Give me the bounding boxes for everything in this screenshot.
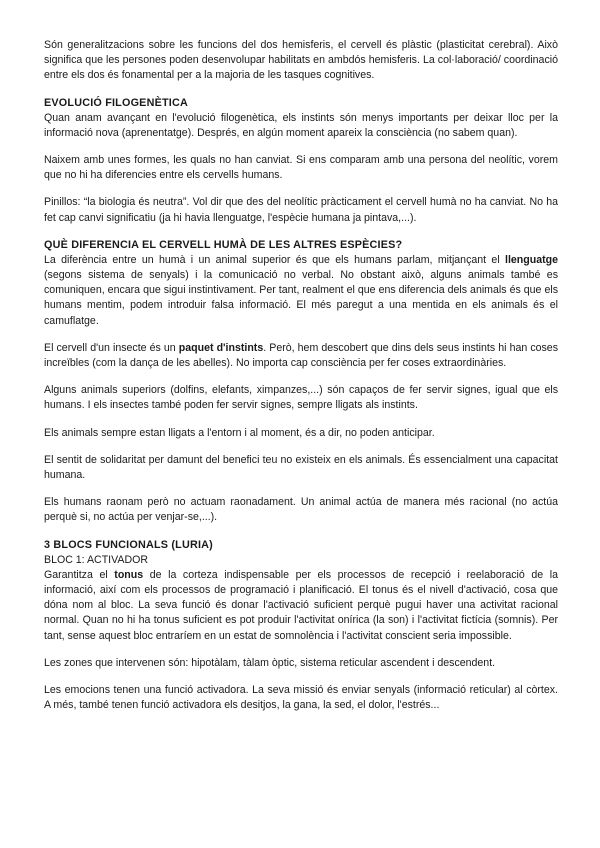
spacer xyxy=(44,671,558,683)
paragraph-pinillos: Pinillos: “la biologia és neutra”. Vol dir que des del neolític pràcticament el cervell humà no ha canviat. No ha fet cap canvi significatiu (ja hi havia llenguatge, l'espècie humana ja pintava,...). xyxy=(44,196,558,224)
paragraph-entorn: Els animals sempre estan lligats a l'entorn i al moment, és a dir, no poden anticipar. xyxy=(44,426,435,439)
subheading-bloc1: BLOC 1: ACTIVADOR xyxy=(44,553,149,566)
spacer xyxy=(44,441,558,453)
paragraph-insecte xyxy=(44,341,558,371)
text-run: El cervell d'un insecte és un xyxy=(44,341,179,354)
text-run: . Però, hem descobert que dins dels seus instints hi han coses increïbles (com la dança de les abelles). No importa cap consciència per fer coses extraordinàries. xyxy=(44,341,559,370)
paragraph-evolucio: Quan anam avançant en l'evolució filogenètica, els instints són menys importants per deixar lloc per la informació nova (aprenentatge). Després, en algún moment apareix la consciència (no sabem quan). xyxy=(44,111,558,139)
spacer xyxy=(44,644,558,656)
paragraph-raonam: Els humans raonam però no actuam raonadament. Un animal actúa de manera més racional (no actúa perquè si, no actúa per venjar-se,...). xyxy=(44,496,558,524)
spacer xyxy=(44,371,558,383)
paragraph-tonus xyxy=(44,568,558,644)
text-run: (segons sistema de senyals) i la comunicació no verbal. No obstant això, alguns animals també es comuniquen, encara que sigui instintivament. Per tant, realment el que ens diferencia dels animals és que els humans mentim, podem introduir falsa informació. El més paregut a una mentida en els animals és el camuflatge. xyxy=(44,269,558,327)
paragraph-zones: Les zones que intervenen són: hipotàlam, tàlam òptic, sistema reticular ascendent i descendent. xyxy=(44,656,496,669)
spacer xyxy=(44,526,558,538)
paragraph-solidaritat: El sentit de solidaritat per damunt del benefici teu no existeix en els animals. És essencialment una capacitat humana. xyxy=(44,453,558,482)
spacer xyxy=(44,183,558,195)
spacer xyxy=(44,141,558,153)
spacer xyxy=(44,329,558,341)
heading-blocs: 3 BLOCS FUNCIONALS (LURIA) xyxy=(44,538,213,551)
bold-term-llenguatge: llenguatge xyxy=(505,253,558,266)
paragraph-llenguatge xyxy=(44,253,558,329)
spacer xyxy=(44,414,558,426)
heading-evolucio: EVOLUCIÓ FILOGENÈTICA xyxy=(44,96,188,109)
paragraph-naixem: Naixem amb unes formes, les quals no han canviat. Si ens comparam amb una persona del neolític, vorem que no hi ha diferencies entre els cervells humans. xyxy=(44,154,558,182)
spacer xyxy=(44,226,558,238)
paragraph-animals-superiors: Alguns animals superiors (dolfins, elefants, ximpanzes,...) són capaços de fer servir signes, igual que els humans. I els insectes també poden fer servir signes, sempre lligats als instints. xyxy=(44,384,558,412)
spacer xyxy=(44,84,558,96)
heading-diferencia: QUÈ DIFERENCIA EL CERVELL HUMÀ DE LES ALTRES ESPÈCIES? xyxy=(44,238,403,251)
text-run: de la corteza indispensable per els processos de recepció i reelaboració de la informació, així com els processos de programació i planificació. El tonus és el nivell d'activació, cosa que dóna nom al bloc. La seva funció és donar l'activació suficient perquè pugui haver una activitat racional normal. Quan no hi ha tonus suficient es pot produir l'activitat onírica (la son) i l'activitat fictícia (somnis). Per tant, sense aquest bloc entraríem en un estat de somnolència i l'activitat conscient seria impossible. xyxy=(44,568,558,642)
spacer xyxy=(44,483,558,495)
text-run: Garantitza el xyxy=(44,568,115,581)
paragraph-emocions: Les emocions tenen una funció activadora. La seva missió és enviar senyals (informació reticular) al còrtex. A més, també tenen funció activadora els desitjos, la gana, la sed, el dolor, l'estrés... xyxy=(44,684,558,712)
bold-term-paquet-instints: paquet d'instints xyxy=(178,341,264,354)
text-run: La diferència entre un humà i un animal superior és que els humans parlam, mitjançant el xyxy=(44,253,506,266)
bold-term-tonus: tonus xyxy=(114,568,144,581)
paragraph-hemispheres: Són generalitzacions sobre les funcions del dos hemisferis, el cervell és plàstic (plasticitat cerebral). Això significa que les persones poden desenvolupar habilitats en ambdós hemisferis. La col·laboració/ coordinació entre els dos és fonamental per a la majoria de les tasques cognitives. xyxy=(44,39,558,82)
